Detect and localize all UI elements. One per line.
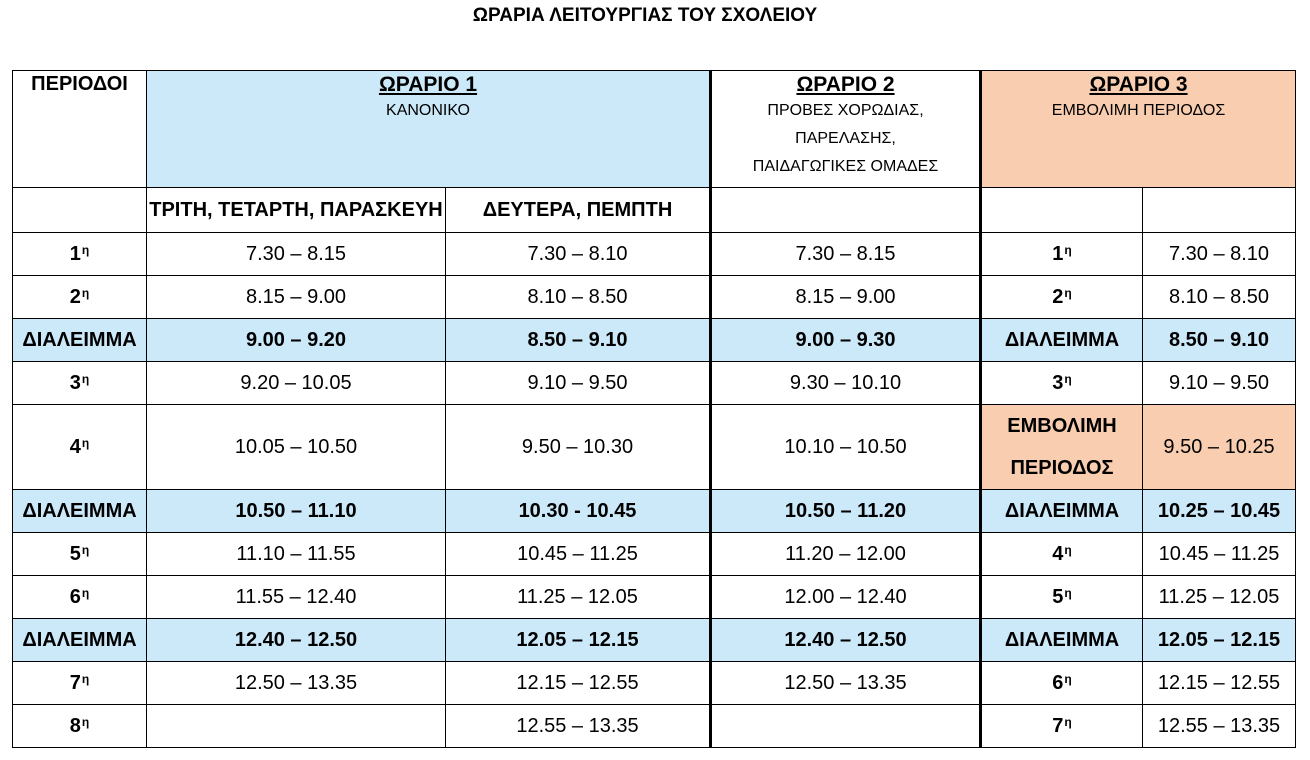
period-cell: ΔΙΑΛΕΙΜΜΑ [13, 490, 147, 533]
time-cell-tue-wed-fri: 12.40 – 12.50 [147, 619, 446, 662]
period-number: 2 [1052, 285, 1064, 308]
time-cell-schedule2: 8.15 – 9.00 [711, 276, 981, 319]
period-number: 3 [69, 371, 81, 394]
time-cell-mon-thu: 11.25 – 12.05 [446, 576, 711, 619]
period-number: 6 [1052, 671, 1064, 694]
ordinal-suffix: η [81, 242, 90, 257]
table-row [13, 362, 1296, 405]
time-cell-schedule3: 12.55 – 13.35 [1143, 705, 1296, 748]
time-cell-schedule3: 8.10 – 8.50 [1143, 276, 1296, 319]
time-cell-tue-wed-fri [147, 705, 446, 748]
empty-cell [711, 188, 981, 233]
periods-header: ΠΕΡΙΟΔΟΙ [13, 71, 147, 188]
period-number: 4 [69, 435, 81, 458]
insert-period-label-line2: ΠΕΡΙΟΔΟΣ [1010, 457, 1114, 479]
ordinal-suffix: η [1064, 242, 1072, 257]
ordinal-suffix: η [81, 371, 90, 386]
empty-cell [981, 188, 1143, 233]
time-cell-schedule2: 12.00 – 12.40 [711, 576, 981, 619]
time-cell-tue-wed-fri: 10.05 – 10.50 [147, 405, 446, 490]
days-header-b: ΔΕΥΤΕΡΑ, ΠΕΜΠΤΗ [446, 188, 711, 233]
period-number: 2 [69, 285, 81, 308]
schedule3-title: ΩΡΑΡΙΟ 3 [1089, 73, 1188, 96]
period-cell: ΔΙΑΛΕΙΜΜΑ [13, 319, 147, 362]
schedule-table [12, 70, 1296, 748]
schedule1-title: ΩΡΑΡΙΟ 1 [378, 73, 478, 96]
period-number: 3 [1052, 371, 1064, 394]
period-cell-schedule3: ΔΙΑΛΕΙΜΜΑ [981, 619, 1143, 662]
time-cell-schedule2: 10.50 – 11.20 [711, 490, 981, 533]
ordinal-suffix: η [81, 714, 90, 729]
period-cell-schedule3 [981, 276, 1143, 319]
period-cell [13, 276, 147, 319]
ordinal-suffix: η [81, 542, 90, 557]
page-title: ΩΡΑΡΙΑ ΛΕΙΤΟΥΡΓΙΑΣ ΤΟΥ ΣΧΟΛΕΙΟΥ [472, 5, 818, 26]
time-cell-mon-thu: 9.10 – 9.50 [446, 362, 711, 405]
period-number: 5 [69, 542, 81, 565]
ordinal-suffix: η [81, 435, 90, 450]
schedule2-title: ΩΡΑΡΙΟ 2 [796, 73, 895, 96]
empty-cell [1143, 188, 1296, 233]
table-row [13, 276, 1296, 319]
time-cell-schedule3: 10.45 – 11.25 [1143, 533, 1296, 576]
table-row [13, 490, 1296, 533]
period-cell-schedule3 [981, 662, 1143, 705]
time-cell-schedule2: 10.10 – 10.50 [711, 405, 981, 490]
period-cell [13, 576, 147, 619]
table-row [13, 533, 1296, 576]
period-cell-schedule3 [981, 705, 1143, 748]
schedule2-header [711, 71, 981, 188]
time-cell-schedule3: 10.25 – 10.45 [1143, 490, 1296, 533]
schedule1-subtitle: ΚΑΝΟΝΙΚΟ [386, 102, 470, 119]
time-cell-mon-thu: 10.30 - 10.45 [446, 490, 711, 533]
period-cell-schedule3 [981, 533, 1143, 576]
period-cell-schedule3: ΔΙΑΛΕΙΜΜΑ [981, 319, 1143, 362]
schedule2-subtitle-line3: ΠΑΙΔΑΓΩΓΙΚΕΣ ΟΜΑΔΕΣ [752, 158, 939, 175]
table-row [13, 619, 1296, 662]
period-cell [13, 233, 147, 276]
ordinal-suffix: η [81, 671, 90, 686]
period-number: 1 [69, 242, 81, 265]
table-row [13, 233, 1296, 276]
table-row [13, 705, 1296, 748]
schedule2-subtitle-line1: ΠΡΟΒΕΣ ΧΟΡΩΔΙΑΣ, [767, 102, 924, 119]
time-cell-mon-thu: 9.50 – 10.30 [446, 405, 711, 490]
insert-period-cell [981, 405, 1143, 490]
time-cell-mon-thu: 12.55 – 13.35 [446, 705, 711, 748]
schedule-rows [13, 233, 1296, 748]
time-cell-tue-wed-fri: 8.15 – 9.00 [147, 276, 446, 319]
period-cell-schedule3: ΔΙΑΛΕΙΜΜΑ [981, 490, 1143, 533]
period-number: 5 [1052, 585, 1064, 608]
schedule3-subtitle: ΕΜΒΟΛΙΜΗ ΠΕΡΙΟΔΟΣ [1051, 102, 1226, 119]
schedule2-subtitle-line2: ΠΑΡΕΛΑΣΗΣ, [795, 130, 896, 147]
time-cell-schedule3: 12.05 – 12.15 [1143, 619, 1296, 662]
time-cell-tue-wed-fri: 10.50 – 11.10 [147, 490, 446, 533]
time-cell-schedule2: 7.30 – 8.15 [711, 233, 981, 276]
time-cell-tue-wed-fri: 11.10 – 11.55 [147, 533, 446, 576]
days-header-a: ΤΡΙΤΗ, ΤΕΤΑΡΤΗ, ΠΑΡΑΣΚΕΥΗ [147, 188, 446, 233]
table-row [13, 405, 1296, 490]
ordinal-suffix: η [1064, 285, 1072, 300]
table-row [13, 576, 1296, 619]
schedule3-header [981, 71, 1296, 188]
table-row [13, 662, 1296, 705]
ordinal-suffix: η [1064, 671, 1072, 686]
time-cell-mon-thu: 8.50 – 9.10 [446, 319, 711, 362]
ordinal-suffix: η [81, 285, 90, 300]
period-cell [13, 533, 147, 576]
period-number: 7 [69, 671, 81, 694]
period-cell [13, 362, 147, 405]
period-cell [13, 405, 147, 490]
time-cell-mon-thu: 10.45 – 11.25 [446, 533, 711, 576]
period-cell [13, 705, 147, 748]
time-cell-schedule3: 12.15 – 12.55 [1143, 662, 1296, 705]
time-cell-schedule2: 12.50 – 13.35 [711, 662, 981, 705]
time-cell-tue-wed-fri: 7.30 – 8.15 [147, 233, 446, 276]
time-cell-schedule2: 9.00 – 9.30 [711, 319, 981, 362]
time-cell-tue-wed-fri: 9.00 – 9.20 [147, 319, 446, 362]
time-cell-schedule3: 7.30 – 8.10 [1143, 233, 1296, 276]
empty-cell [13, 188, 147, 233]
table-row [13, 319, 1296, 362]
ordinal-suffix: η [1064, 714, 1072, 729]
period-number: 8 [69, 714, 81, 737]
period-cell-schedule3 [981, 576, 1143, 619]
period-cell: ΔΙΑΛΕΙΜΜΑ [13, 619, 147, 662]
schedule1-header [147, 71, 711, 188]
time-cell-mon-thu: 7.30 – 8.10 [446, 233, 711, 276]
ordinal-suffix: η [1064, 585, 1072, 600]
period-number: 6 [69, 585, 81, 608]
time-cell-mon-thu: 12.15 – 12.55 [446, 662, 711, 705]
time-cell-schedule2: 9.30 – 10.10 [711, 362, 981, 405]
time-cell-mon-thu: 12.05 – 12.15 [446, 619, 711, 662]
time-cell-schedule2: 12.40 – 12.50 [711, 619, 981, 662]
time-cell-tue-wed-fri: 9.20 – 10.05 [147, 362, 446, 405]
period-number: 7 [1052, 714, 1064, 737]
time-cell-schedule3: 9.50 – 10.25 [1143, 405, 1296, 490]
time-cell-schedule3: 8.50 – 9.10 [1143, 319, 1296, 362]
ordinal-suffix: η [1064, 542, 1072, 557]
time-cell-mon-thu: 8.10 – 8.50 [446, 276, 711, 319]
period-number: 1 [1052, 242, 1064, 265]
ordinal-suffix: η [81, 585, 90, 600]
time-cell-schedule2: 11.20 – 12.00 [711, 533, 981, 576]
period-cell-schedule3 [981, 233, 1143, 276]
time-cell-tue-wed-fri: 11.55 – 12.40 [147, 576, 446, 619]
period-cell-schedule3 [981, 362, 1143, 405]
insert-period-label-line1: ΕΜΒΟΛΙΜΗ [1007, 415, 1117, 437]
time-cell-tue-wed-fri: 12.50 – 13.35 [147, 662, 446, 705]
time-cell-schedule3: 9.10 – 9.50 [1143, 362, 1296, 405]
time-cell-schedule3: 11.25 – 12.05 [1143, 576, 1296, 619]
period-cell [13, 662, 147, 705]
ordinal-suffix: η [1064, 371, 1072, 386]
time-cell-schedule2 [711, 705, 981, 748]
period-number: 4 [1052, 542, 1064, 565]
